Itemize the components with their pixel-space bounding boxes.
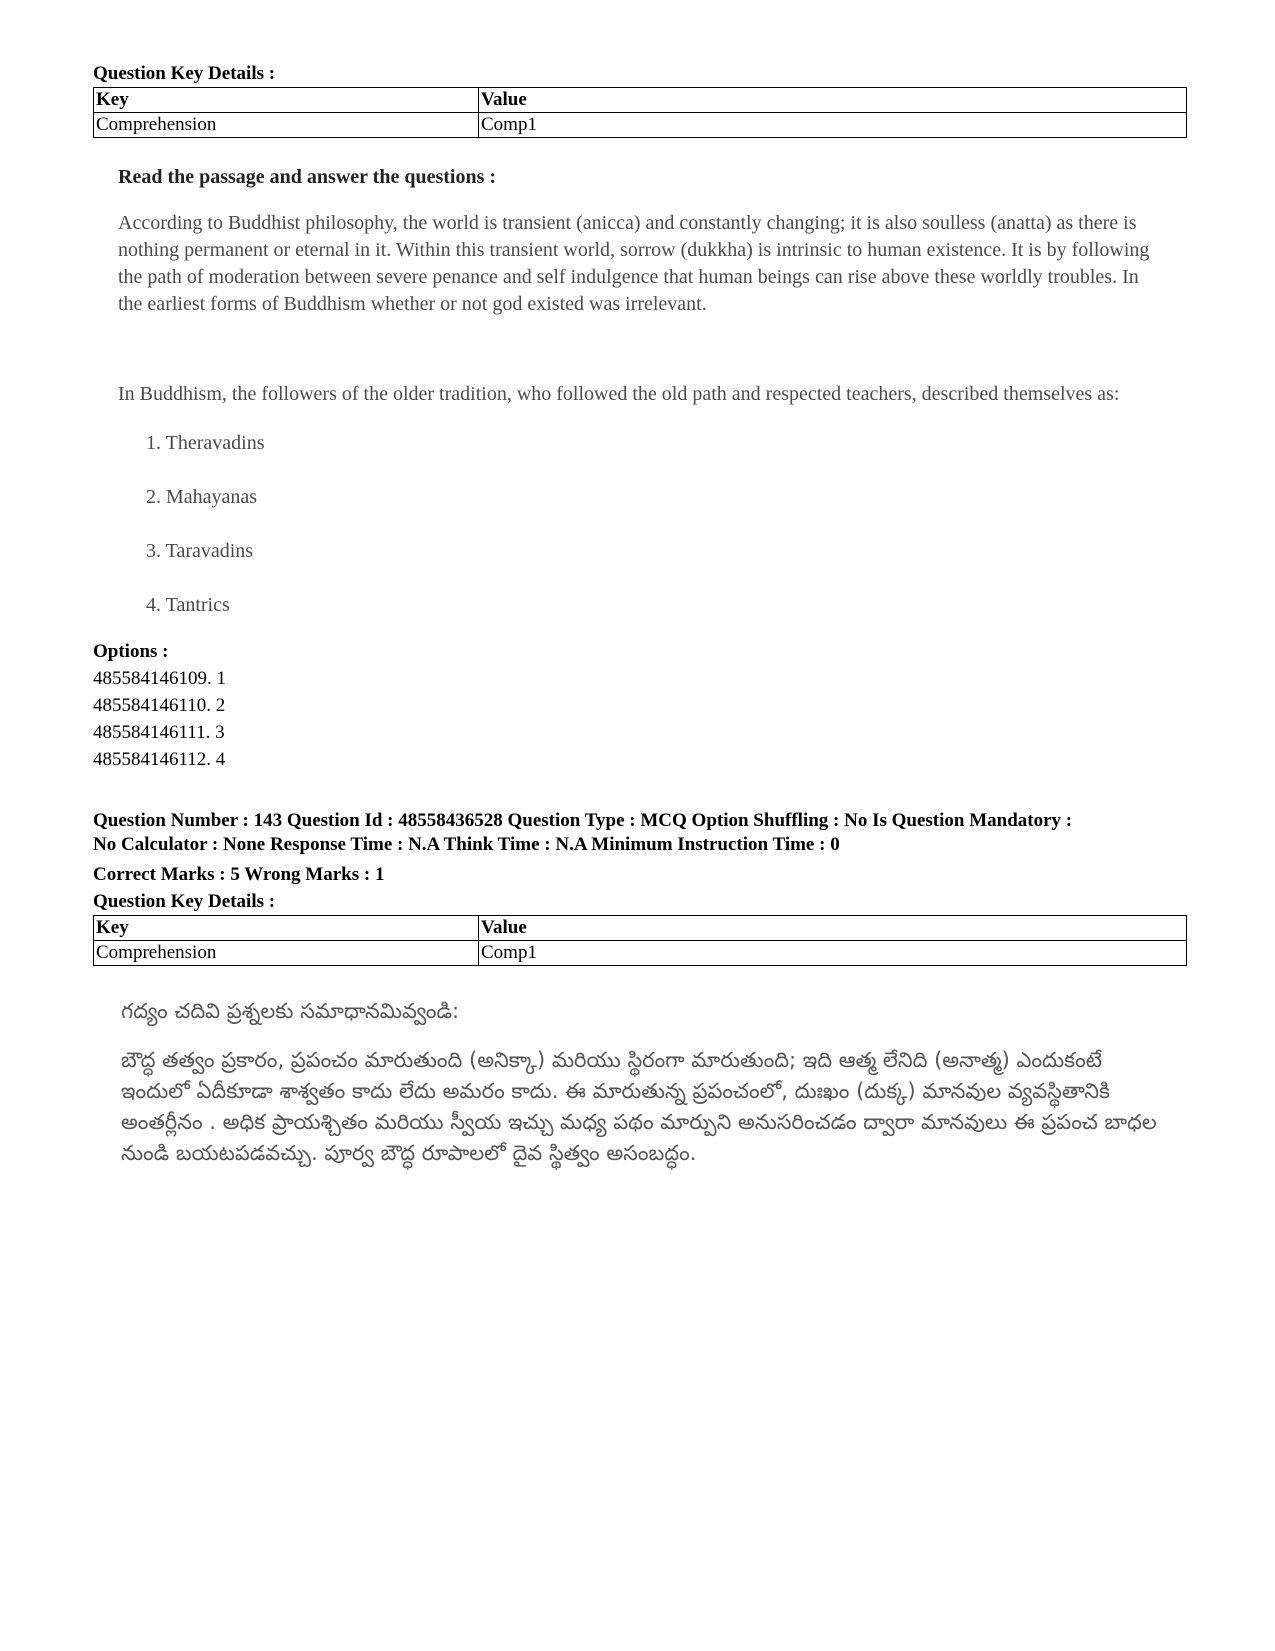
telugu-passage-heading: గద్యం చదివి ప్రశ్నలకు సమాధానమివ్వండి: bbox=[121, 999, 460, 1023]
option-item: 485584146111. 3 bbox=[93, 722, 225, 743]
key-details-label: Question Key Details : bbox=[93, 891, 276, 912]
telugu-passage-image bbox=[93, 996, 1187, 1169]
document-page bbox=[93, 60, 1187, 1169]
table-cell-key: Comprehension bbox=[94, 113, 479, 138]
telugu-passage-text: బౌద్ధ తత్వం ప్రకారం, ప్రపంచం మారుతుంది (అనిక్కా) మరియు స్థిరంగా మారుతుంది; ఇది ఆత్మ లేనిది (అనాత్మ) ఎందుకంటే ఇందులో ఏదీకూడా శాశ్వతం కాదు లేదు అమరం కాదు. ఈ మారుతున్న ప్రపంచంలో, దుఃఖం (దుక్క) మానవుల వ్యవస్థితానికి అంతర్లీనం . అధిక ప్రాయశ్చితం మరియు స్వీయ ఇచ్చు మధ్య పథం మార్పుని అనుసరించడం ద్వారా మానవులు ఈ ప్రపంచ బాధల నుండి బయటపడవచ్చు. పూర్వ బౌద్ధ రూపాలలో దైవ స్థిత్వం అసంబద్ధం. bbox=[121, 1048, 1157, 1165]
passage-heading: Read the passage and answer the questions : bbox=[118, 166, 497, 188]
table-cell-value: Comp1 bbox=[479, 113, 1187, 138]
option-item: 485584146112. 4 bbox=[93, 749, 226, 770]
choice-item: 3. Taravadins bbox=[146, 540, 254, 562]
key-details-label: Question Key Details : bbox=[93, 63, 276, 84]
table-cell-value: Comp1 bbox=[479, 941, 1187, 966]
table-header-row bbox=[94, 916, 1187, 941]
choice-item: 1. Theravadins bbox=[146, 432, 265, 454]
option-item: 485584146110. 2 bbox=[93, 695, 226, 716]
marks-line: Correct Marks : 5 Wrong Marks : 1 bbox=[93, 864, 385, 885]
table-header-key: Key bbox=[94, 916, 479, 941]
table-header-value: Value bbox=[479, 916, 1187, 941]
key-value-table bbox=[93, 915, 1187, 966]
table-header-row bbox=[94, 88, 1187, 113]
options-label: Options : bbox=[93, 641, 169, 662]
table-header-key: Key bbox=[94, 88, 479, 113]
choice-item: 4. Tantrics bbox=[146, 594, 230, 616]
passage-text: According to Buddhist philosophy, the world is transient (anicca) and constantly changing; it is also soulless (anatta) as there is nothing permanent or eternal in it. Within this transient world, sorrow (dukkha) is intrinsic to human existence. It is by following the path of moderation between severe penance and self indulgence that human beings can rise above these worldly troubles. In the earliest forms of Buddhism whether or not god existed was irrelevant. bbox=[118, 212, 1150, 315]
table-cell-key: Comprehension bbox=[94, 941, 479, 966]
question-info-line-2: No Calculator : None Response Time : N.A Think Time : N.A Minimum Instruction Time : 0 bbox=[93, 834, 840, 855]
table-row bbox=[94, 941, 1187, 966]
english-passage-image bbox=[93, 164, 1187, 646]
question-info-section bbox=[93, 809, 1187, 915]
choice-item: 2. Mahayanas bbox=[146, 486, 258, 508]
question-text: In Buddhism, the followers of the older tradition, who followed the old path and respected teachers, described themselves as: bbox=[118, 383, 1120, 405]
key-value-table bbox=[93, 87, 1187, 138]
question-choices bbox=[118, 430, 1167, 646]
option-item: 485584146109. 1 bbox=[93, 668, 226, 689]
table-row bbox=[94, 113, 1187, 138]
options-section bbox=[93, 638, 1187, 773]
table-header-value: Value bbox=[479, 88, 1187, 113]
question-info-line-1: Question Number : 143 Question Id : 48558436528 Question Type : MCQ Option Shuffling : No Is Question Mandatory : bbox=[93, 810, 1073, 831]
